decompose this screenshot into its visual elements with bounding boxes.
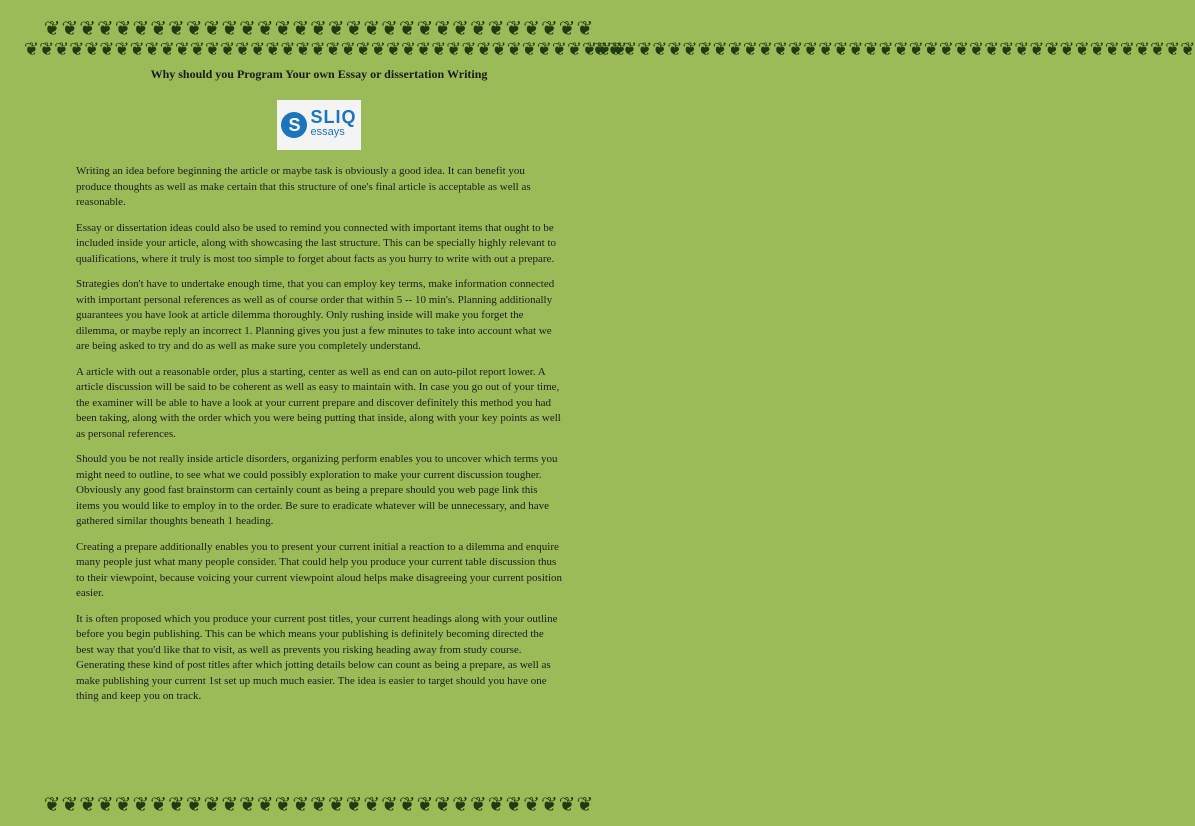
sliq-essays-logo [277,100,361,150]
document-title: Why should you Program Your own Essay or dissertation Writing [150,67,488,81]
paragraph: Strategies don't have to undertake enough time, that you can employ key terms, make information connected with important personal references as well as of course order that within 5 -- 10 min's. Planning additionally guarantees you have look at article dilemma thoroughly. Only rushing inside will make you forget the dilemma, or maybe reply an incorrect 1. Planning gives you just a few minutes to take into account what we are being asked to try and do as well as make sure you completely understand. [76,278,555,352]
leaf-vine-icon: ❦❦❦❦❦❦❦❦❦❦❦❦❦❦❦❦❦❦❦❦❦❦❦❦❦❦❦❦❦❦❦❦❦❦❦❦❦❦❦❦ [24,39,628,59]
leaf-vine-icon: ❦❦❦❦❦❦❦❦❦❦❦❦❦❦❦❦❦❦❦❦❦❦❦❦❦❦❦❦❦❦❦ [43,794,595,816]
logo-mark-icon: S [281,112,307,138]
document-body [76,66,562,715]
decorative-border-right [592,39,1195,790]
decorative-border-bottom [0,788,638,822]
paragraph: Writing an idea before beginning the article or maybe task is obviously a good idea. It can benefit you produce thoughts as well as make certain that this structure of one's final article is acceptable as well as reasonable. [76,165,531,208]
paragraph: Creating a prepare additionally enables you to present your current initial a reaction to a dilemma and enquire many people just what many people consider. That could help you produce your current table discussion thus to their viewpoint, because voicing your current viewpoint aloud helps make disagreeing your current position easier. [76,540,563,599]
paragraph: A article with out a reasonable order, plus a starting, center as well as end can on auto-pilot report lower. A article discussion will be said to be coherent as well as easy to maintain with. In case you go out of your time, the examiner will be able to have a look at your current prepare and discover definitely this method you had been taking, along with the order which you were being putting that inside, along with your key points as well as personal references. [76,365,561,440]
leaf-vine-icon: ❦❦❦❦❦❦❦❦❦❦❦❦❦❦❦❦❦❦❦❦❦❦❦❦❦❦❦❦❦❦❦ [43,18,595,40]
paragraph: Essay or dissertation ideas could also be used to remind you connected with important items that ought to be included inside your article, along with showcasing the last structure. This can be specially highly relevant to qualifications, where it truly is most too simple to forget about facts as you hurry to write with out a prepare. [76,221,557,265]
paragraph: Should you be not really inside article disorders, organizing perform enables you to uncover which terms you might need to outline, to see what we could possibly exploration to make your current discussion tougher. Obviously any good fast brainstorm can certainly count as being a prepare should you web page link this items you would like to employ in to the order. Be sure to eradicate whatever will be unnecessary, and have gathered similar thoughts beneath 1 heading. [76,453,558,527]
logo-main-text: SLIQ [310,107,357,127]
logo-sub-text: essays [310,126,345,138]
paragraph: It is often proposed which you produce your current post titles, your current headings along with your outline before you begin publishing. This can be which means your publishing is definitely becoming directed the best way that you'd like that to visit, as well as prevents you risking heading away from study course. Generating these kind of post titles after which jotting details below can count as being a prepare, as well as make publishing your current 1st set up much much easier. The idea is easier to target should you have one thing and keep you on track. [76,612,558,702]
leaf-vine-icon: ❦❦❦❦❦❦❦❦❦❦❦❦❦❦❦❦❦❦❦❦❦❦❦❦❦❦❦❦❦❦❦❦❦❦❦❦❦❦❦❦ [592,39,1195,59]
